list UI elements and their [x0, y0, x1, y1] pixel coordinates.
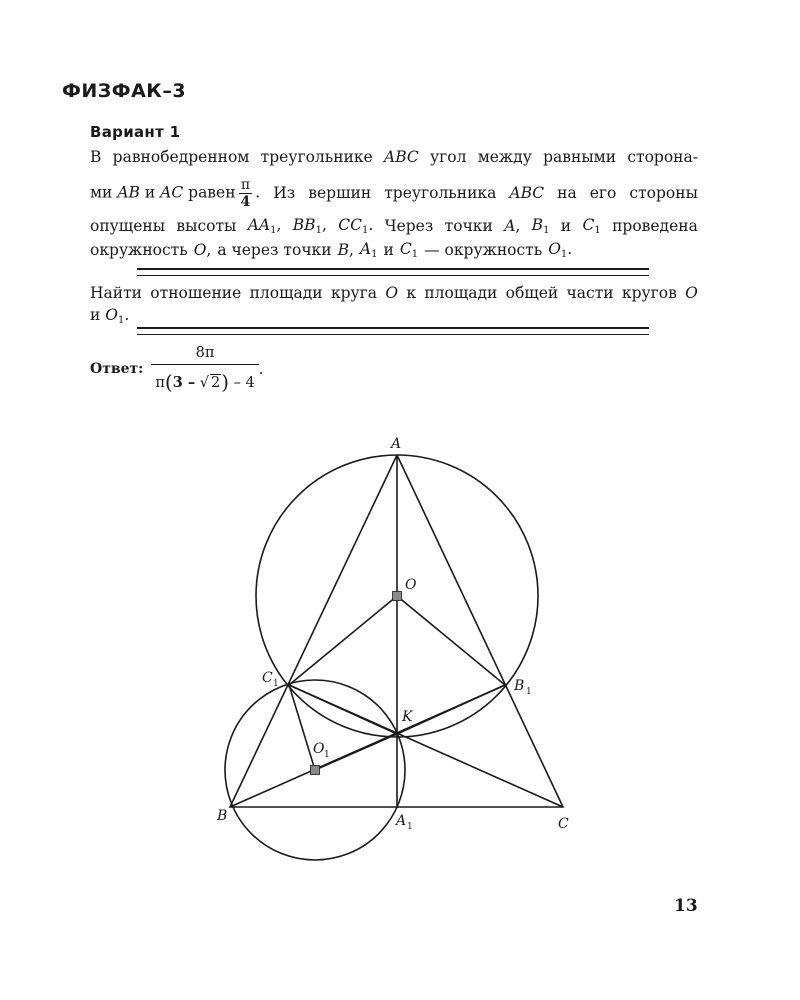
svg-text:1: 1: [526, 687, 532, 697]
answer-label: Ответ:: [90, 361, 144, 377]
math-var: CC: [338, 216, 362, 234]
word: В: [90, 148, 102, 166]
word: к: [406, 284, 417, 302]
math-var: AB: [117, 183, 140, 202]
math-var: AA: [247, 216, 271, 234]
segment-C1-O1: [289, 685, 315, 770]
pi-over-4-fraction: $\frac{\pi}{4}$: [240, 177, 251, 210]
word: Через: [384, 217, 434, 236]
word: части: [566, 284, 614, 302]
math-var: ABC: [384, 148, 419, 166]
math-var: A: [359, 240, 372, 258]
segment-C1-O: [289, 596, 397, 685]
math-var: BB: [292, 216, 316, 234]
word: угол: [430, 148, 467, 166]
word: сторона-: [627, 148, 698, 166]
answer-denominator: π(3 – √ 2) – 4: [151, 364, 258, 394]
label-B1: B: [514, 678, 525, 694]
variant-title: Вариант 1: [90, 123, 181, 141]
math-var: B: [337, 241, 349, 260]
svg-text:1: 1: [324, 750, 330, 760]
label-A: A: [391, 436, 402, 452]
word: опущены: [90, 217, 166, 236]
math-var: B: [531, 216, 544, 234]
word: стороны: [629, 183, 698, 202]
svg-text:1: 1: [407, 822, 413, 832]
word: ми: [90, 183, 113, 202]
word: и: [383, 241, 394, 260]
word: отношение: [150, 284, 242, 302]
section-heading: ФИЗФАК–3: [62, 80, 187, 102]
word: Из: [273, 183, 296, 202]
word: Найти: [90, 284, 142, 302]
label-A1: A: [396, 813, 407, 829]
problem-line-3: опущены высоты $AA_1$, $BB_1$, $CC_1$. Через точки A, $B_1$ и $C_1$ проведена: [90, 216, 698, 236]
word: треугольнике: [260, 148, 373, 166]
label-O1: O: [313, 741, 325, 757]
problem-line-2: ми AB и AC равен $\frac{\pi}{4}$ . Из вершин треугольника ABC на его стороны: [90, 177, 698, 210]
word: площади: [249, 284, 323, 302]
math-var: O: [193, 241, 207, 260]
svg-text:1: 1: [273, 679, 279, 689]
word: треугольника: [384, 183, 497, 202]
word: а через точки: [217, 241, 332, 260]
problem-line-4: окружность O, а через точки B, $A_1$ и $C_1$ — окружность $O_1$.: [90, 240, 573, 260]
label-C: C: [558, 816, 569, 832]
word: проведена: [612, 217, 698, 236]
answer: Ответ: $\frac{8\pi}{\pi(3 - √ 2) - 4}$ .: [90, 344, 264, 394]
center-O-marker: [393, 592, 402, 601]
label-O: O: [405, 577, 417, 593]
word: высоты: [176, 217, 237, 236]
center-O1-marker: [311, 766, 320, 775]
math-var: O: [685, 284, 698, 302]
page-number: 13: [674, 896, 698, 916]
math-var: C: [399, 240, 412, 258]
word: на: [557, 183, 577, 202]
math-var: AC: [160, 183, 184, 202]
word: равен: [188, 183, 236, 202]
word: круга: [330, 284, 378, 302]
label-C1: C: [262, 670, 273, 686]
math-var: A: [504, 217, 516, 236]
question-line-2: и $O_1$.: [90, 306, 130, 326]
word: между: [477, 148, 532, 166]
segment-B1-O: [397, 596, 505, 685]
word: точки: [444, 217, 493, 236]
word: общей: [505, 284, 559, 302]
word: его: [589, 183, 617, 202]
word: кругов: [621, 284, 677, 302]
label-K: K: [402, 709, 413, 725]
word: площади: [424, 284, 498, 302]
math-var: C: [582, 216, 595, 234]
word: и: [144, 183, 156, 202]
math-var: O: [548, 240, 561, 258]
word: и: [560, 217, 572, 236]
word: равнобедренном: [112, 148, 250, 166]
math-var: O: [385, 284, 399, 302]
word: окружность: [90, 241, 188, 260]
word: вершин: [308, 183, 372, 202]
math-var: ABC: [509, 183, 545, 202]
word: равными: [543, 148, 617, 166]
label-B: B: [217, 808, 228, 824]
word: — окружность: [424, 241, 543, 260]
answer-numerator: 8π: [195, 344, 215, 361]
